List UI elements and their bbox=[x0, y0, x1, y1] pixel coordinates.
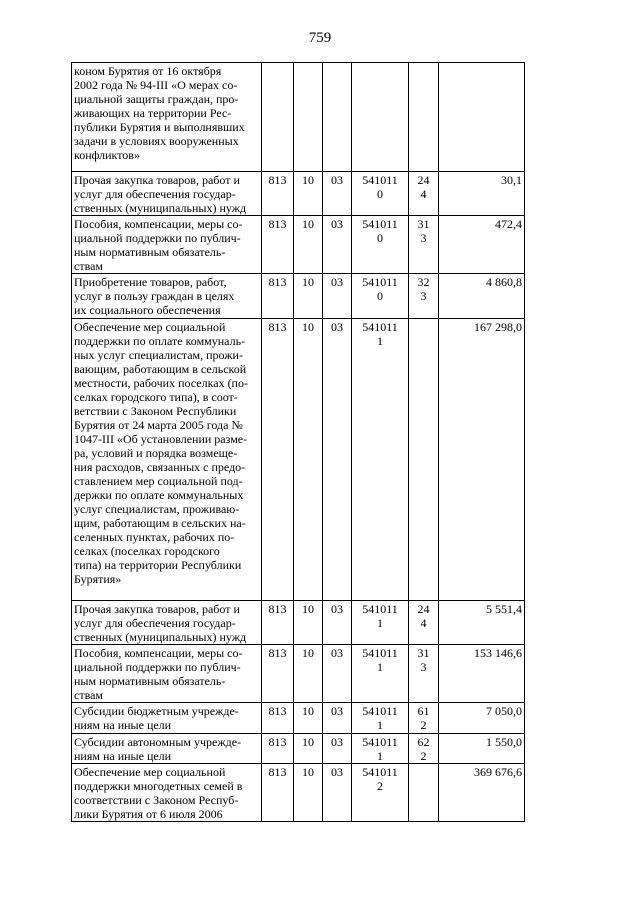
ministry-code-cell: 813 bbox=[262, 645, 294, 703]
page-number: 759 bbox=[308, 30, 332, 46]
subsection-code-cell: 03 bbox=[323, 319, 352, 601]
target-article-cell bbox=[352, 63, 409, 172]
subsection-code-cell: 03 bbox=[323, 601, 352, 645]
row-name-cell: Прочая закупка товаров, работ и услуг для обеспечения государ- ственных (муниципальных) нужд bbox=[72, 172, 262, 216]
expense-type-cell: 61 2 bbox=[409, 703, 439, 734]
amount-cell: 1 550,0 bbox=[439, 734, 525, 764]
ministry-code-cell: 813 bbox=[262, 764, 294, 822]
ministry-code-cell: 813 bbox=[262, 274, 294, 319]
amount-cell: 472,4 bbox=[439, 216, 525, 274]
ministry-code-cell: 813 bbox=[262, 172, 294, 216]
target-article-cell: 541011 1 bbox=[352, 601, 409, 645]
expense-type-cell: 24 4 bbox=[409, 172, 439, 216]
subsection-code-cell: 03 bbox=[323, 703, 352, 734]
amount-cell: 30,1 bbox=[439, 172, 525, 216]
section-code-cell: 10 bbox=[294, 216, 323, 274]
target-article-cell: 541011 0 bbox=[352, 274, 409, 319]
table-row bbox=[72, 63, 525, 172]
subsection-code-cell: 03 bbox=[323, 274, 352, 319]
subsection-code-cell: 03 bbox=[323, 734, 352, 764]
target-article-cell: 541011 1 bbox=[352, 645, 409, 703]
table-row bbox=[72, 319, 525, 601]
table-row bbox=[72, 172, 525, 216]
target-article-cell: 541011 0 bbox=[352, 216, 409, 274]
section-code-cell bbox=[294, 63, 323, 172]
amount-cell: 7 050,0 bbox=[439, 703, 525, 734]
row-name-cell: коном Бурятия от 16 октября 2002 года № 94-III «О мерах со- циальной защиты граждан, про- живающих на территории Рес- публики Бурятия и выполнявших задачи в условиях вооруженных конфликтов» bbox=[72, 63, 262, 172]
expense-type-cell: 32 3 bbox=[409, 274, 439, 319]
subsection-code-cell: 03 bbox=[323, 172, 352, 216]
table-row bbox=[72, 601, 525, 645]
target-article-cell: 541011 1 bbox=[352, 734, 409, 764]
subsection-code-cell: 03 bbox=[323, 216, 352, 274]
section-code-cell: 10 bbox=[294, 645, 323, 703]
section-code-cell: 10 bbox=[294, 764, 323, 822]
row-name-cell: Обеспечение мер социальной поддержки многодетных семей в соответствии с Законом Респуб- лики Бурятия от 6 июля 2006 bbox=[72, 764, 262, 822]
row-name-cell: Пособия, компенсации, меры со- циальной поддержки по публич- ным нормативным обязатель- ствам bbox=[72, 645, 262, 703]
row-name-cell: Субсидии автономным учрежде- ниям на иные цели bbox=[72, 734, 262, 764]
table-row bbox=[72, 274, 525, 319]
ministry-code-cell: 813 bbox=[262, 216, 294, 274]
target-article-cell: 541011 1 bbox=[352, 703, 409, 734]
section-code-cell: 10 bbox=[294, 172, 323, 216]
expense-type-cell: 31 3 bbox=[409, 216, 439, 274]
expense-type-cell bbox=[409, 319, 439, 601]
expense-type-cell bbox=[409, 63, 439, 172]
amount-cell: 167 298,0 bbox=[439, 319, 525, 601]
section-code-cell: 10 bbox=[294, 601, 323, 645]
section-code-cell: 10 bbox=[294, 319, 323, 601]
subsection-code-cell: 03 bbox=[323, 764, 352, 822]
expense-type-cell bbox=[409, 764, 439, 822]
row-name-cell: Приобретение товаров, работ, услуг в пользу граждан в целях их социального обеспечения bbox=[72, 274, 262, 319]
expense-type-cell: 31 3 bbox=[409, 645, 439, 703]
ministry-code-cell: 813 bbox=[262, 601, 294, 645]
amount-cell: 4 860,8 bbox=[439, 274, 525, 319]
ministry-code-cell bbox=[262, 63, 294, 172]
ministry-code-cell: 813 bbox=[262, 319, 294, 601]
table-row bbox=[72, 216, 525, 274]
target-article-cell: 541011 1 bbox=[352, 319, 409, 601]
row-name-cell: Прочая закупка товаров, работ и услуг для обеспечения государ- ственных (муниципальных) нужд bbox=[72, 601, 262, 645]
table-row bbox=[72, 764, 525, 822]
row-name-cell: Пособия, компенсации, меры со- циальной поддержки по публич- ным нормативным обязатель- ствам bbox=[72, 216, 262, 274]
amount-cell bbox=[439, 63, 525, 172]
row-name-cell: Субсидии бюджетным учрежде- ниям на иные цели bbox=[72, 703, 262, 734]
ministry-code-cell: 813 bbox=[262, 703, 294, 734]
subsection-code-cell bbox=[323, 63, 352, 172]
section-code-cell: 10 bbox=[294, 274, 323, 319]
amount-cell: 5 551,4 bbox=[439, 601, 525, 645]
row-name-cell: Обеспечение мер социальной поддержки по оплате коммуналь- ных услуг специалистам, прожи- вающим, работающим в сельской местности, рабочих поселках (по- селках городского типа), в соот- ветствии с Законом Республики Бурятия от 24 марта 2005 года № 1047-III «Об установлении разме- ра, условий и порядка возмеще- ния расходов, связанных с предо- ставлением мер социальной под- держки по оплате коммунальных услуг специалистам, проживаю- щим, работающим в сельских на- селенных пунктах, рабочих по- селках (поселках городского типа) на территории Республики Бурятия» bbox=[72, 319, 262, 601]
amount-cell: 369 676,6 bbox=[439, 764, 525, 822]
amount-cell: 153 146,6 bbox=[439, 645, 525, 703]
table-row bbox=[72, 645, 525, 703]
ministry-code-cell: 813 bbox=[262, 734, 294, 764]
target-article-cell: 541011 0 bbox=[352, 172, 409, 216]
section-code-cell: 10 bbox=[294, 734, 323, 764]
target-article-cell: 541011 2 bbox=[352, 764, 409, 822]
expense-type-cell: 24 4 bbox=[409, 601, 439, 645]
table-row bbox=[72, 703, 525, 734]
section-code-cell: 10 bbox=[294, 703, 323, 734]
subsection-code-cell: 03 bbox=[323, 645, 352, 703]
table-row bbox=[72, 734, 525, 764]
budget-table bbox=[71, 62, 525, 822]
expense-type-cell: 62 2 bbox=[409, 734, 439, 764]
